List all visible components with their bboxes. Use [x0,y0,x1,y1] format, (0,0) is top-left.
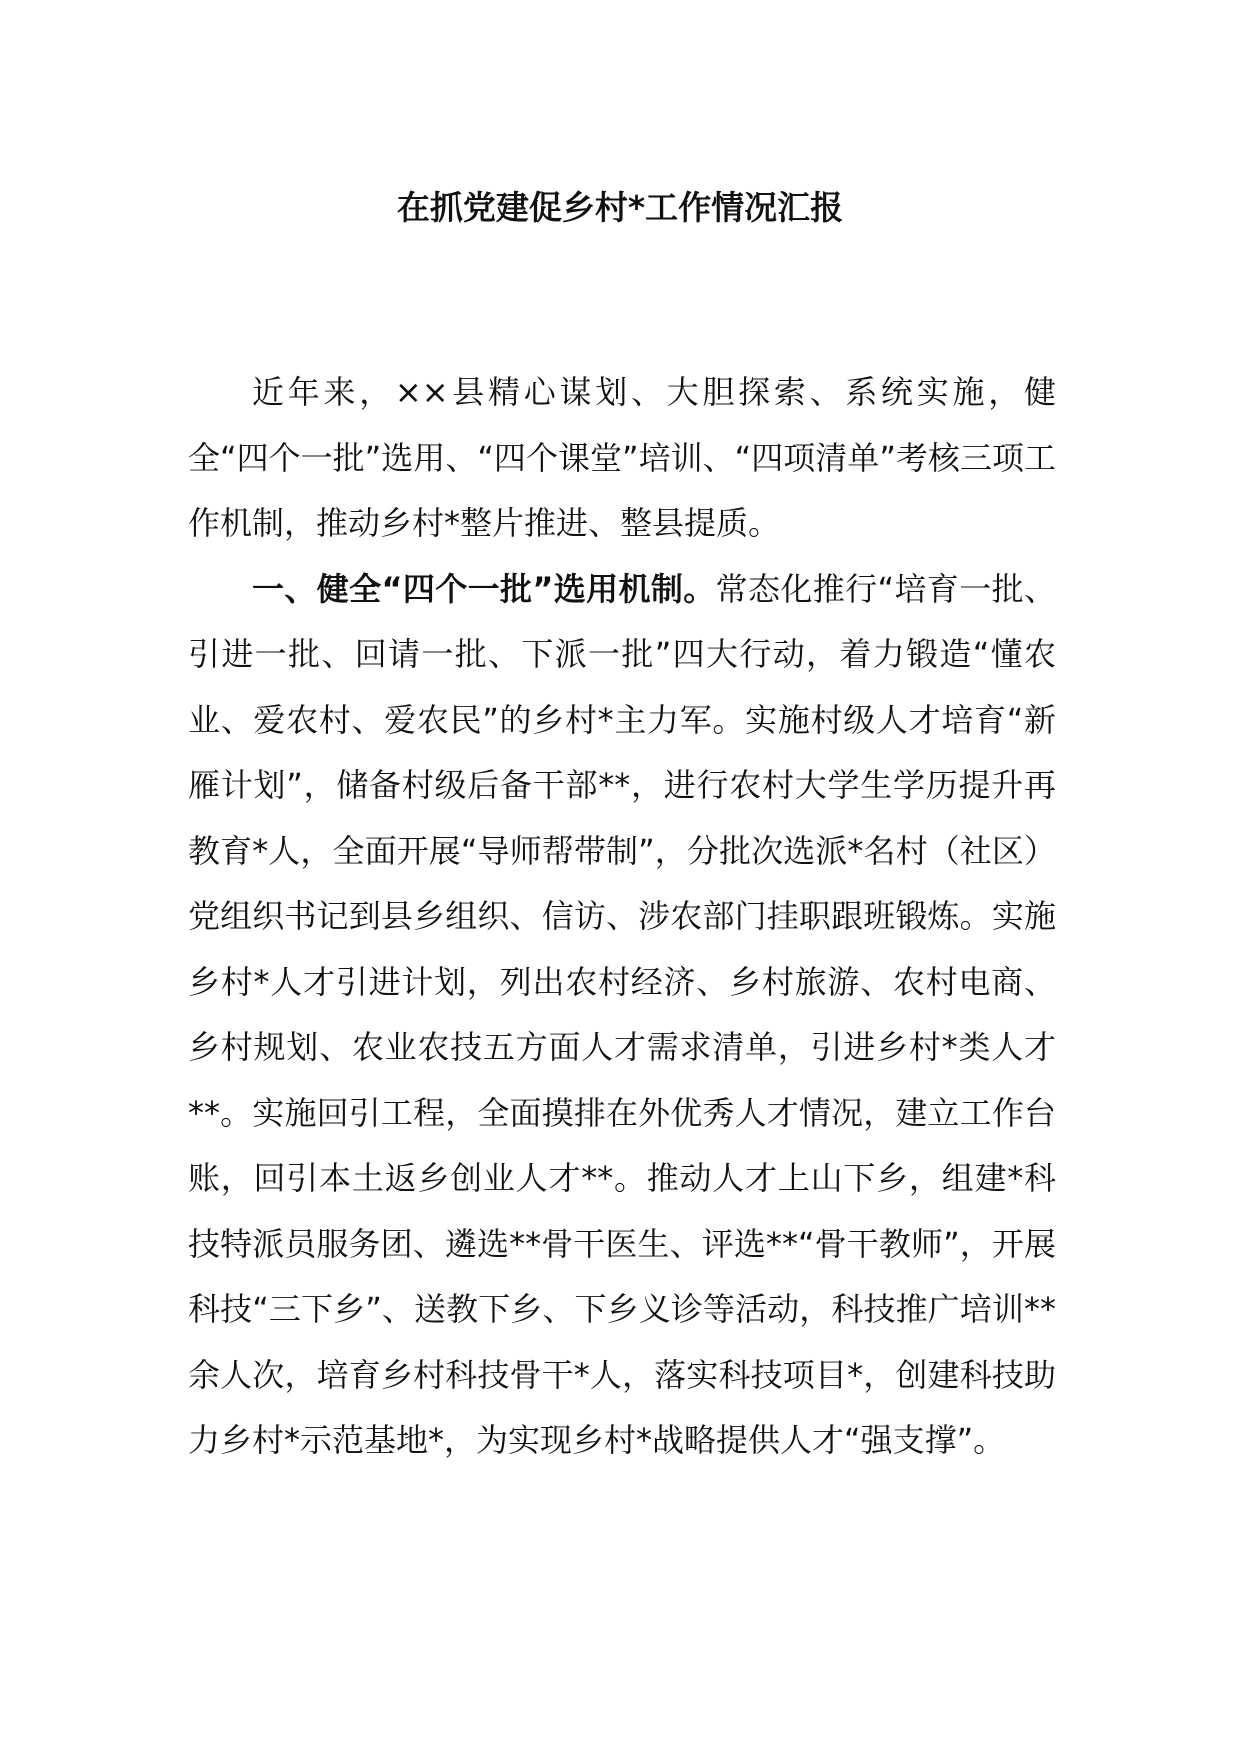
document-title: 在抓党建促乡村*工作情况汇报 [396,188,844,227]
section-1-paragraph [188,557,1056,1474]
document-body [188,360,1056,1474]
intro-paragraph: 近年来，××县精心谋划、大胆探索、系统实施，健全“四个一批”选用、“四个课堂”培训、“四项清单”考核三项工作机制，推动乡村*整片推进、整县提质。 [188,373,1056,542]
section-1-heading: 一、健全“四个一批”选用机制。 [252,569,716,608]
section-1-text: 常态化推行“培育一批、引进一批、回请一批、下派一批”四大行动，着力锻造“懂农业、爱农村、爱农民”的乡村*主力军。实施村级人才培育“新雁计划”，储备村级后备干部**，进行农村大学生学历提升再教育*人，全面开展“导师帮带制”，分批次选派*名村（社区）党组织书记到县乡组织、信访、涉农部门挂职跟班锻炼。实施乡村*人才引进计划，列出农村经济、乡村旅游、农村电商、乡村规划、农业农技五方面人才需求清单，引进乡村*类人才**。实施回引工程，全面摸排在外优秀人才情况，建立工作台账，回引本土返乡创业人才**。推动人才上山下乡，组建*科技特派员服务团、遴选**骨干医生、评选**“骨干教师”，开展科技“三下乡”、送教下乡、下乡义诊等活动，科技推广培训**余人次，培育乡村科技骨干*人，落实科技项目*，创建科技助力乡村*示范基地*，为实现乡村*战略提供人才“强支撑”。 [188,569,1056,1459]
